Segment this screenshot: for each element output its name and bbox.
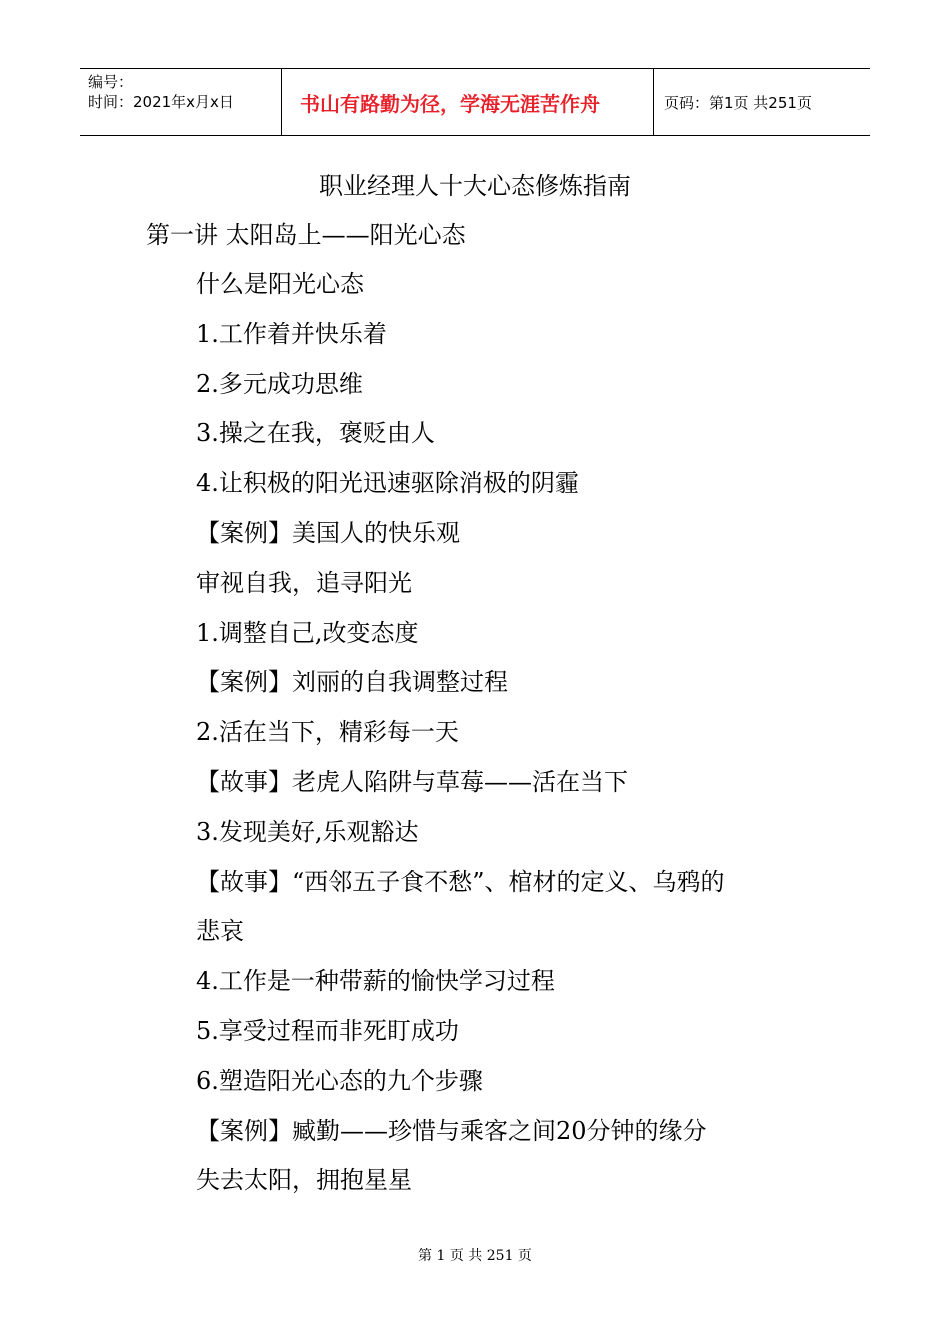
page-header: [80, 68, 870, 136]
body-content: [196, 268, 836, 1214]
header-motto: 书山有路勤为径，学海无涯苦作舟: [282, 69, 654, 135]
body-line: 1.工作着并快乐着: [196, 319, 387, 348]
body-line: 失去太阳，拥抱星星: [196, 1166, 412, 1195]
page-footer: 第 1 页 共 251 页: [418, 1248, 532, 1264]
body-line: 审视自我，追寻阳光: [196, 568, 412, 597]
section-heading: 第一讲 太阳岛上——阳光心态: [146, 221, 466, 249]
header-time-label: 时间：2021年x月x日: [88, 93, 234, 111]
body-line: 2.活在当下，精彩每一天: [196, 718, 459, 747]
header-page-info: 页码：第1页 共251页: [664, 93, 812, 112]
header-meta: [80, 69, 282, 135]
body-line: 悲哀: [196, 917, 244, 946]
body-line: 【案例】臧勤——珍惜与乘客之间20分钟的缘分: [196, 1116, 707, 1145]
body-line: 6.塑造阳光心态的九个步骤: [196, 1066, 483, 1095]
body-line: 1.调整自己,改变态度: [196, 618, 419, 647]
document-title: 职业经理人十大心态修炼指南: [319, 172, 631, 200]
body-line: 【案例】美国人的快乐观: [196, 518, 460, 547]
body-line: 3.发现美好,乐观豁达: [196, 817, 419, 846]
header-number-label: 编号：: [88, 73, 134, 91]
body-line: 2.多元成功思维: [196, 369, 363, 398]
body-line: 4.让积极的阳光迅速驱除消极的阴霾: [196, 469, 579, 498]
body-line: 什么是阳光心态: [196, 270, 364, 298]
body-line: 【故事】老虎人陷阱与草莓——活在当下: [196, 767, 628, 796]
body-line: 5.享受过程而非死盯成功: [196, 1016, 459, 1045]
body-line: 4.工作是一种带薪的愉快学习过程: [196, 967, 555, 996]
body-line: 【故事】“西邻五子食不愁”、棺材的定义、乌鸦的: [196, 867, 725, 896]
body-line: 【案例】刘丽的自我调整过程: [196, 668, 508, 697]
body-line: 3.操之在我，褒贬由人: [196, 419, 435, 448]
